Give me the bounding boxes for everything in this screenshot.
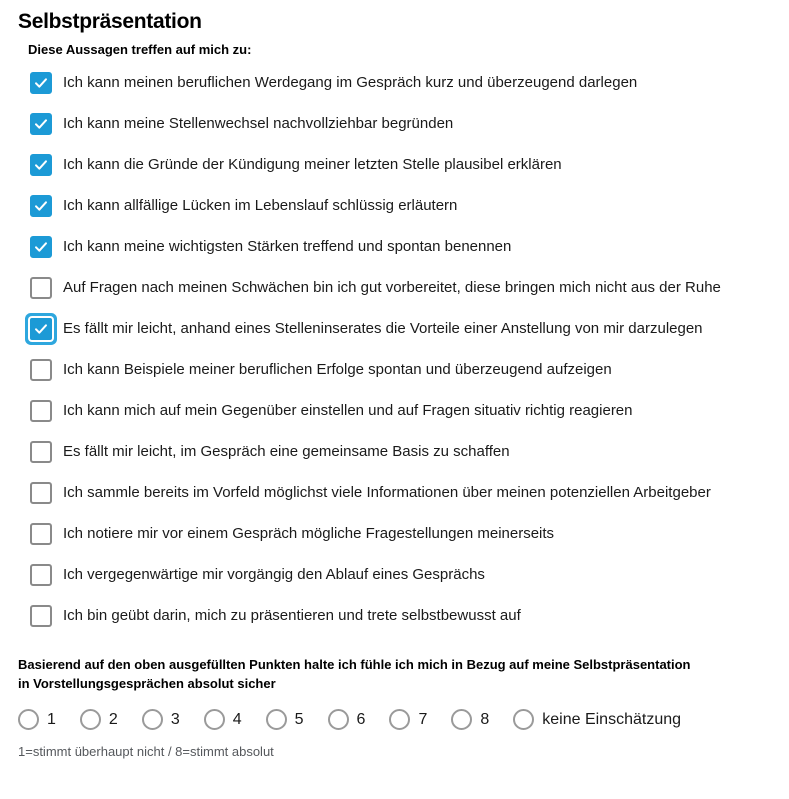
radio-option-8[interactable] [451,709,489,730]
checkbox[interactable] [30,236,52,258]
checkbox[interactable] [30,72,52,94]
checkbox-row [30,317,771,341]
checkbox[interactable] [30,605,52,627]
checkbox[interactable] [30,482,52,504]
checkbox[interactable] [30,113,52,135]
checkbox-row [30,194,771,218]
checkmark-icon [33,239,49,255]
radio-label: 7 [418,710,428,728]
radio-label: 3 [170,710,180,728]
checkbox-row [30,358,771,382]
radio-label: 5 [294,710,304,728]
checkbox-label: Ich kann die Gründe der Kündigung meiner letzten Stelle plausibel erklären [63,156,562,173]
radio-option-5[interactable] [266,709,304,730]
radio-option-3[interactable] [142,709,180,730]
radio-circle[interactable] [18,709,39,730]
checkbox-label: Ich kann meine wichtigsten Stärken treffend und spontan benennen [63,238,512,255]
checkbox[interactable] [30,564,52,586]
checkbox[interactable] [30,359,52,381]
radio-option-7[interactable] [389,709,427,730]
checkbox-row [30,440,771,464]
checkbox[interactable] [30,318,52,340]
checkbox[interactable] [30,400,52,422]
radio-label: 1 [47,710,56,728]
checkmark-icon [33,321,49,337]
checkbox-row [30,522,771,546]
checkbox-label: Ich kann allfällige Lücken im Lebenslauf schlüssig erläutern [63,197,458,214]
checkbox-list [30,71,771,628]
checkmark-icon [33,75,49,91]
radio-option-1[interactable] [18,709,56,730]
checkmark-icon [33,157,49,173]
checkbox-row [30,235,771,259]
radio-label: 6 [356,710,366,728]
radio-circle[interactable] [266,709,287,730]
radio-circle[interactable] [80,709,101,730]
checkbox-label: Ich kann mich auf mein Gegenüber einstellen und auf Fragen situativ richtig reagieren [63,402,633,419]
checkbox-label: Es fällt mir leicht, anhand eines Stelleninserates die Vorteile einer Anstellung von mir darzulegen [63,320,703,337]
checkbox-label: Auf Fragen nach meinen Schwächen bin ich gut vorbereitet, diese bringen mich nicht aus der Ruhe [63,279,721,296]
checkbox-row [30,481,771,505]
checkbox-label: Ich bin geübt darin, mich zu präsentieren und trete selbstbewusst auf [63,607,521,624]
checkbox[interactable] [30,277,52,299]
radio-circle[interactable] [204,709,225,730]
radio-label: 8 [480,710,490,728]
checkbox-row [30,153,771,177]
checkmark-icon [33,116,49,132]
checkbox-row [30,399,771,423]
radio-label: keine Einschätzung [542,710,682,728]
radio-option-2[interactable] [80,709,118,730]
checkbox-label: Ich kann Beispiele meiner beruflichen Erfolge spontan und überzeugend aufzeigen [63,361,612,378]
checkbox-label: Ich kann meine Stellenwechsel nachvollziehbar begründen [63,115,454,132]
radio-option-4[interactable] [204,709,242,730]
checkbox-row [30,71,771,95]
checkbox[interactable] [30,523,52,545]
checkbox[interactable] [30,195,52,217]
radio-circle[interactable] [142,709,163,730]
form-subtitle: Diese Aussagen treffen auf mich zu: [28,42,252,57]
radio-label: 4 [232,710,242,728]
radio-option-6[interactable] [328,709,366,730]
checkbox[interactable] [30,154,52,176]
rating-scale [18,709,771,730]
checkbox-row [30,112,771,136]
radio-circle[interactable] [389,709,410,730]
checkbox-row [30,276,771,300]
checkmark-icon [33,198,49,214]
checkbox-label: Ich vergegenwärtige mir vorgängig den Ablauf eines Gesprächs [63,566,485,583]
rating-question: Basierend auf den oben ausgefüllten Punkten halte ich fühle ich mich in Bezug auf meine Selbstpräsentation in Vorstellungsgesprächen absolut sicher [18,657,691,691]
radio-option-no-estimate[interactable] [513,709,681,730]
checkbox-label: Ich sammle bereits im Vorfeld möglichst viele Informationen über meinen potenziellen Arbeitgeber [63,484,711,501]
checkbox-label: Ich notiere mir vor einem Gespräch mögliche Fragestellungen meinerseits [63,525,555,542]
page-title: Selbstpräsentation [18,10,202,33]
radio-label: 2 [108,710,118,728]
checkbox-label: Es fällt mir leicht, im Gespräch eine gemeinsame Basis zu schaffen [63,443,510,460]
checkbox-label: Ich kann meinen beruflichen Werdegang im Gespräch kurz und überzeugend darlegen [63,74,638,91]
checkbox[interactable] [30,441,52,463]
radio-circle[interactable] [451,709,472,730]
radio-circle[interactable] [513,709,534,730]
checkbox-row [30,604,771,628]
checkbox-row [30,563,771,587]
scale-note: 1=stimmt überhaupt nicht / 8=stimmt absolut [18,744,274,759]
radio-circle[interactable] [328,709,349,730]
